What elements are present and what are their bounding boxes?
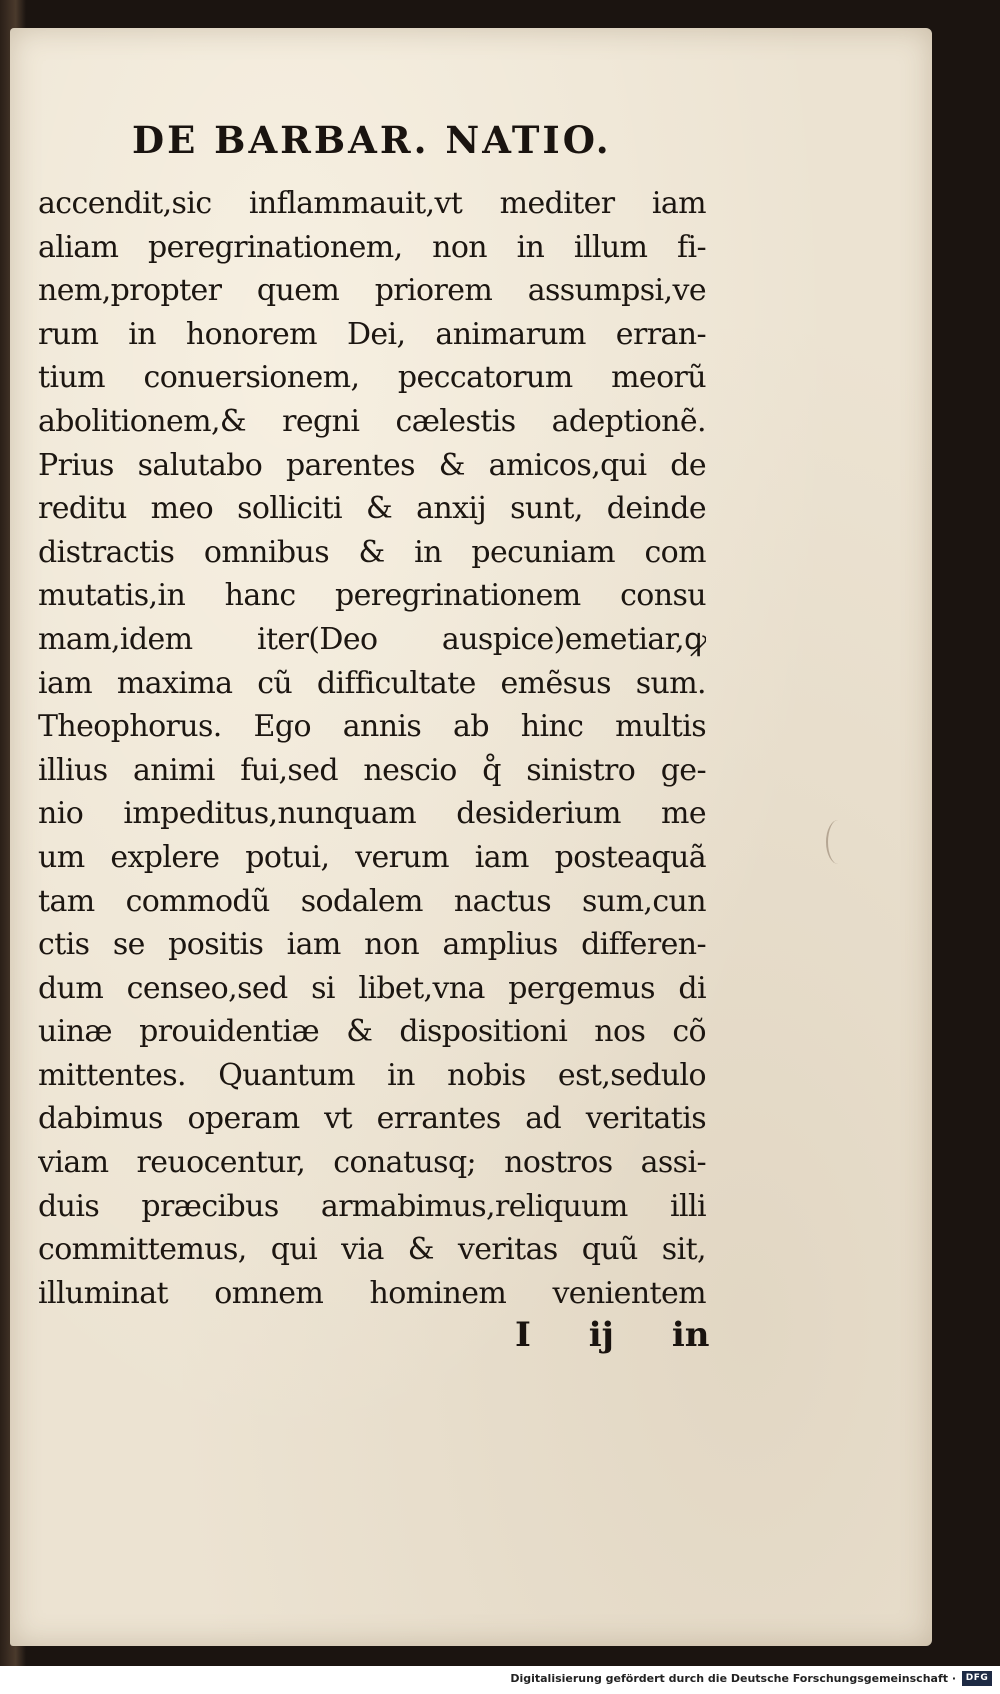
text-line: distractis omnibus & in pecuniam com xyxy=(38,534,706,570)
signature-number: ij xyxy=(588,1315,614,1355)
text-line: rum in honorem Dei, animarum erran- xyxy=(38,316,706,352)
text-line: tium conuersionem, peccatorum meorũ xyxy=(38,360,706,396)
text-line: um explere potui, verum iam posteaquã xyxy=(38,839,706,875)
text-line: illuminat omnem hominem venientem xyxy=(38,1275,706,1311)
text-line: dabimus operam vt errantes ad veritatis xyxy=(38,1101,706,1137)
text-line: accendit,sic inflammauit,vt mediter iam xyxy=(38,186,706,221)
page-blemish xyxy=(826,820,850,864)
text-line: tam commodũ sodalem nactus sum,cun xyxy=(38,883,706,919)
running-head: DE BARBAR. NATIO. xyxy=(132,118,612,162)
text-line: abolitionem,& regni cælestis adeptionẽ. xyxy=(38,403,706,439)
text-line: nem,propter quem priorem assumpsi,ve xyxy=(38,273,706,309)
text-line: mittentes. Quantum in nobis est,sedulo xyxy=(38,1057,706,1093)
text-line: duis præcibus armabimus,reliquum illi xyxy=(38,1188,706,1224)
text-line: ctis se positis iam non amplius differen- xyxy=(38,927,706,963)
text-line: viam reuocentur, conatusq; nostros assi- xyxy=(38,1145,706,1181)
digitization-footer xyxy=(0,1666,1000,1694)
dfg-logo-icon: DFG xyxy=(962,1671,992,1686)
signature-mark: I xyxy=(515,1315,531,1355)
text-line: mutatis,in hanc peregrinationem consu xyxy=(38,578,706,614)
text-line: reditu meo solliciti & anxij sunt, deinde xyxy=(38,491,706,527)
footer-credit: Digitalisierung gefördert durch die Deutsche Forschungsgemeinschaft · xyxy=(510,1672,956,1685)
text-line: iam maxima cũ difficultate emẽsus sum. xyxy=(38,665,706,701)
text-line: aliam peregrinationem, non in illum fi- xyxy=(38,229,706,265)
text-line: uinæ prouidentiæ & dispositioni nos cõ xyxy=(38,1014,706,1050)
text-line: committemus, qui via & veritas quũ sit, xyxy=(38,1232,706,1268)
text-line: Prius salutabo parentes & amicos,qui de xyxy=(38,447,706,483)
catchword: in xyxy=(671,1315,710,1355)
signature-line xyxy=(515,1315,709,1355)
text-line: mam,idem iter(Deo auspice)emetiar,ꝙ xyxy=(38,621,706,657)
text-line: Theophorus. Ego annis ab hinc multis xyxy=(38,709,706,745)
text-line: nio impeditus,nunquam desiderium me xyxy=(38,796,706,832)
text-line: dum censeo,sed si libet,vna pergemus di xyxy=(38,970,706,1006)
text-line: illius animi fui,sed nescio q̊ sinistro ge- xyxy=(38,752,706,788)
page-body-text xyxy=(38,182,706,1315)
